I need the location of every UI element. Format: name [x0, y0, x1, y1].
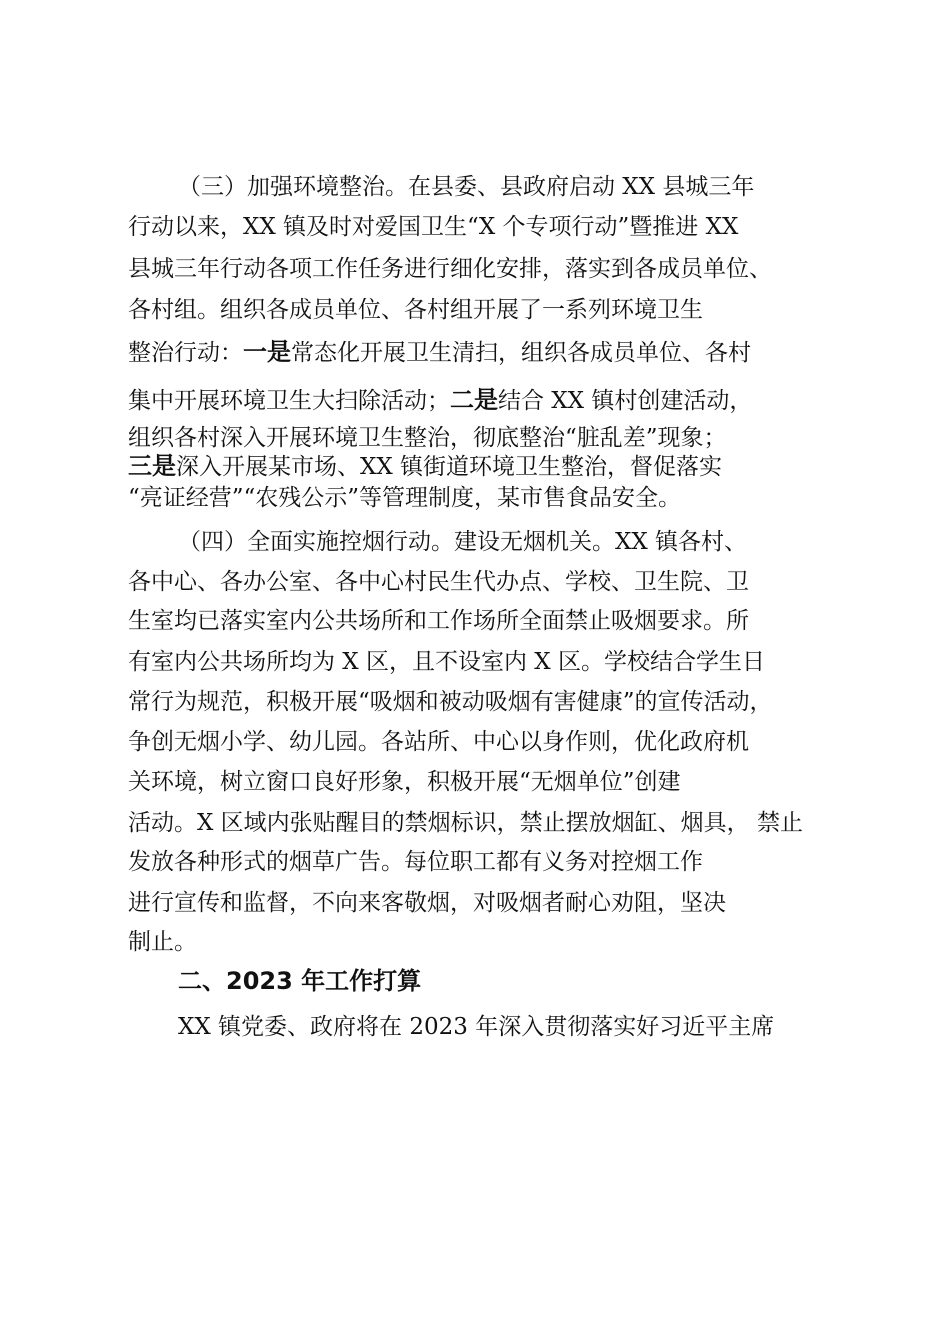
p3-line-6-b: 结合 XX 镇村创建活动，	[498, 388, 753, 414]
p3-line-3: 县城三年行动各项工作任务进行细化安排，落实到各成员单位、	[128, 256, 772, 282]
p4-line-8: 活动。X 区域内张贴醒目的禁烟标识，禁止摆放烟缸、烟具， 禁止	[128, 810, 803, 836]
section-heading: 二、2023 年工作打算	[178, 967, 422, 995]
keyword-third: 三是	[128, 452, 176, 480]
p4-line-1: （四）全面实施控烟行动。建设无烟机关。XX 镇各村、	[178, 529, 748, 555]
p4-line-3: 生室均已落实室内公共场所和工作场所全面禁止吸烟要求。所	[128, 608, 749, 634]
p3-line-5	[128, 337, 751, 367]
p3-line-6-a: 集中开展环境卫生大扫除活动；	[128, 388, 450, 414]
p4-line-7: 关环境，树立窗口良好形象，积极开展“无烟单位”创建	[128, 769, 681, 795]
p3-line-6	[128, 385, 752, 415]
p4-line-6: 争创无烟小学、幼儿园。各站所、中心以身作则，优化政府机	[128, 729, 749, 755]
keyword-second: 二是	[450, 386, 498, 414]
p3-line-8-b: 深入开展某市场、XX 镇街道环境卫生整治，督促落实	[176, 454, 723, 480]
p3-line-9: “亮证经营”“农残公示”等管理制度，某市售食品安全。	[128, 485, 682, 511]
p3-line-8	[128, 451, 722, 481]
p4-line-9: 发放各种形式的烟草广告。每位职工都有义务对控烟工作	[128, 849, 703, 875]
p4-line-2: 各中心、各办公室、各中心村民生代办点、学校、卫生院、卫	[128, 569, 749, 595]
p4-line-4: 有室内公共场所均为 X 区，且不设室内 X 区。学校结合学生日	[128, 649, 765, 675]
p3-line-5-a: 整治行动：	[128, 340, 243, 366]
p3-line-1: （三）加强环境整治。在县委、县政府启动 XX 县城三年	[178, 174, 755, 200]
p3-line-5-b: 常态化开展卫生清扫，组织各成员单位、各村	[291, 340, 751, 366]
p3-line-2: 行动以来，XX 镇及时对爱国卫生“X 个专项行动”暨推进 XX	[128, 214, 739, 240]
p4-line-5: 常行为规范，积极开展“吸烟和被动吸烟有害健康”的宣传活动，	[128, 689, 773, 715]
p3-line-4: 各村组。组织各成员单位、各村组开展了一系列环境卫生	[128, 297, 703, 323]
section2-line-1: XX 镇党委、政府将在 2023 年深入贯彻落实好习近平主席	[178, 1014, 775, 1040]
p3-line-7: 组织各村深入开展环境卫生整治，彻底整治“脏乱差”现象；	[128, 425, 727, 451]
p4-line-10: 进行宣传和监督，不向来客敬烟，对吸烟者耐心劝阻，坚决	[128, 890, 726, 916]
p4-line-11: 制止。	[128, 929, 197, 955]
keyword-first: 一是	[243, 338, 291, 366]
